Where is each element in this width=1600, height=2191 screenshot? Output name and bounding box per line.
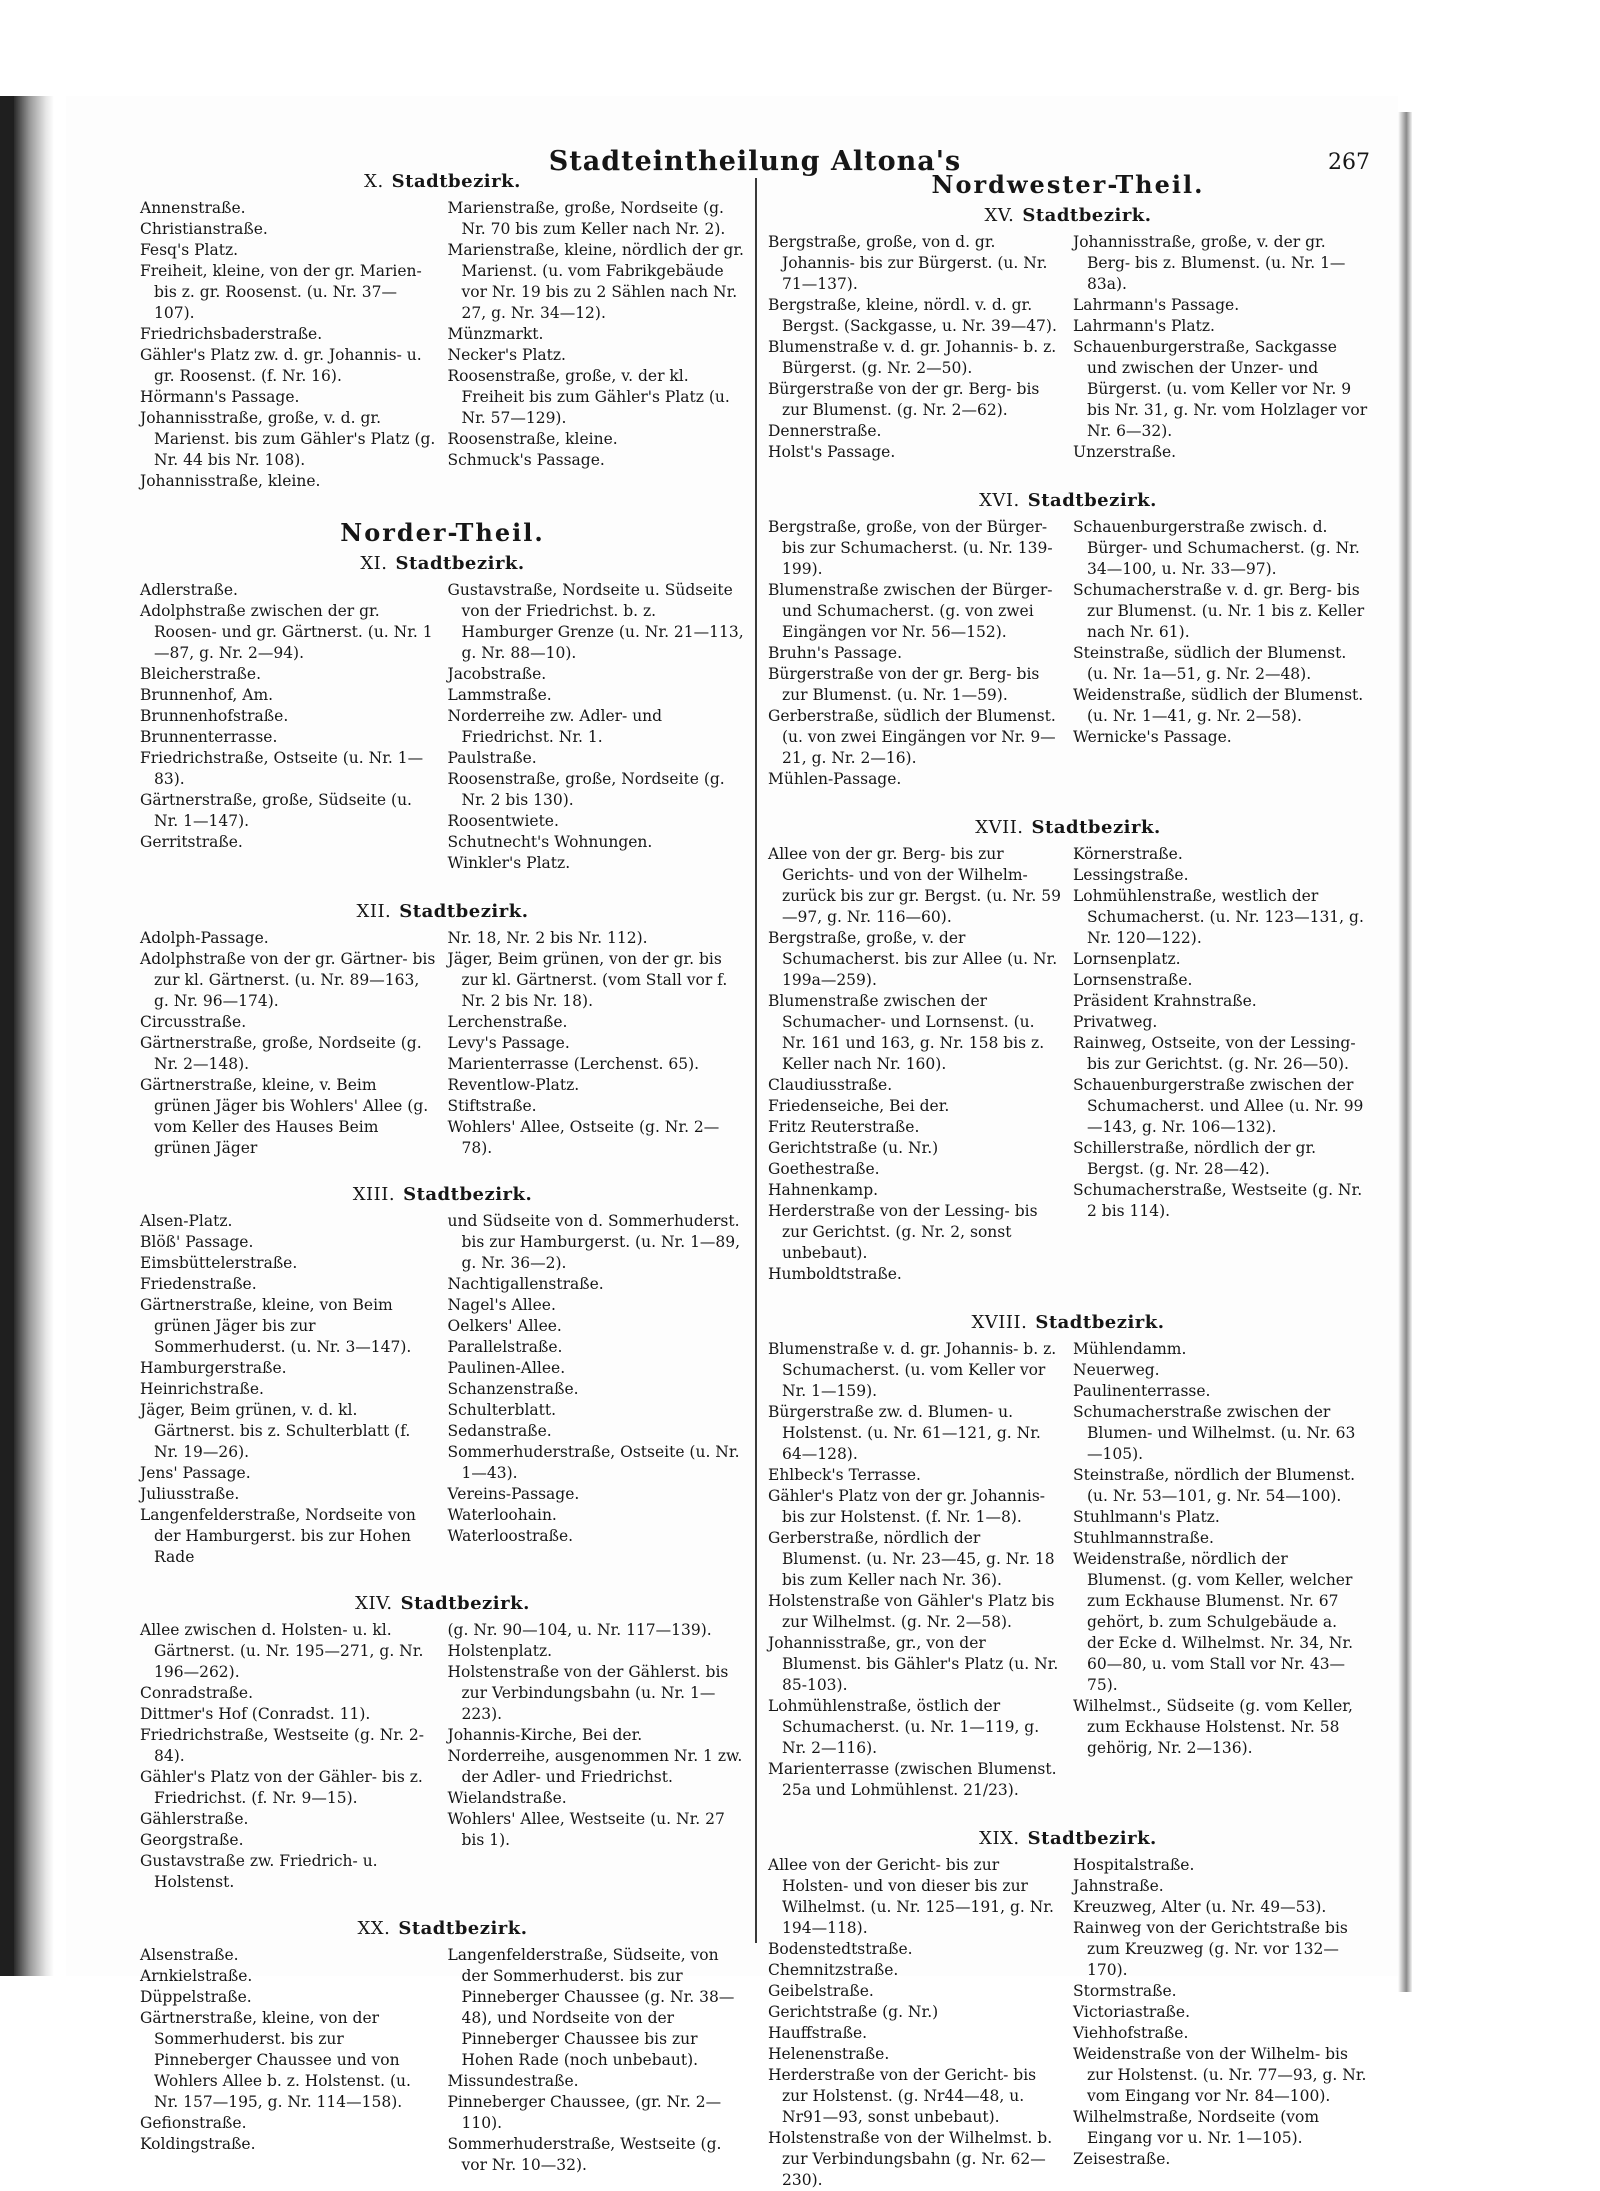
street-entry: Blumenstraße zwischen der Schumacher- und Lornsenst. (u. Nr. 161 und 163, g. Nr. 158 bis z. Keller nach Nr. 160). [768,992,1045,1073]
street-entry: Nr. 18, Nr. 2 bis Nr. 112). [447,929,648,947]
page-number: 267 [1328,150,1370,175]
street-entry: Roosenstraße, große, v. der kl. Freiheit bis zum Gähler's Platz (u. Nr. 57—129). [447,367,730,427]
street-list [1073,844,1368,1285]
street-entry: Allee von der Gericht- bis zur Holsten- und von dieser bis zur Wilhelmst. (u. Nr. 125—191, g. Nr. 194—118). [768,1856,1054,1937]
street-entry: Privatweg. [1073,1013,1158,1031]
street-list [1073,1339,1368,1801]
street-entry: Langenfelderstraße, Nordseite von der Hamburgerst. bis zur Hohen Rade [140,1506,416,1566]
district-label: Stadtbezirk. [1035,1312,1165,1333]
district-label: Stadtbezirk. [1022,205,1152,226]
street-entry: Friedenseiche, Bei der. [768,1097,950,1115]
street-entry: Bergstraße, große, von d. gr. Johannis- bis zur Bürgerst. (u. Nr. 71—137). [768,233,1048,293]
district-section [768,1827,1368,2191]
street-entry: Nagel's Allee. [447,1296,556,1314]
street-entry: Schauenburgerstraße zwisch. d. Bürger- und Schumacherst. (g. Nr. 34—100, u. Nr. 33—97). [1073,518,1360,578]
street-entry: Gerritstraße. [140,833,243,851]
street-entry: Wohlers' Allee, Ostseite (g. Nr. 2—78). [447,1118,720,1157]
street-entry: Sedanstraße. [447,1422,552,1440]
district-section [768,489,1368,790]
left-column [140,170,745,2176]
street-entry: Marienstraße, große, Nordseite (g. Nr. 70 bis zum Keller nach Nr. 2). [447,199,726,238]
street-entry: Hamburgerstraße. [140,1359,287,1377]
street-entry: Nachtigallenstraße. [447,1275,604,1293]
street-entry: Allee von der gr. Berg- bis zur Gerichts- und von der Wilhelm- zurück bis zur gr. Bergst. (u. Nr. 59—97, g. Nr. 116—60). [768,845,1061,926]
street-entry: Roosenstraße, kleine. [447,430,618,448]
street-entry: Gärtnerstraße, große, Südseite (u. Nr. 1—147). [140,791,412,830]
district-entries [140,198,745,492]
street-entry: Schumacherstraße, Westseite (g. Nr. 2 bis 114). [1073,1181,1363,1220]
street-entry: Allee zwischen d. Holsten- u. kl. Gärtnerst. (u. Nr. 195—271, g. Nr. 196—262). [140,1621,424,1681]
street-entry: Johannis-Kirche, Bei der. [447,1726,643,1744]
street-list [448,1211,746,1568]
street-entry: Georgstraße. [140,1831,244,1849]
district-entries [140,1620,745,1893]
district-entries [140,580,745,874]
gutter-edge [14,96,54,1976]
street-entry: Paulstraße. [447,749,537,767]
street-entry: Adolphstraße von der gr. Gärtner- bis zur kl. Gärtnerst. (u. Nr. 89—163, g. Nr. 96—174). [140,950,436,1010]
street-entry: Sommerhuderstraße, Ostseite (u. Nr. 1—43). [447,1443,740,1482]
district-entries [768,1855,1368,2191]
district-label: Stadtbezirk. [403,1184,533,1205]
street-entry: Alsenstraße. [140,1946,239,1964]
street-entry: Weidenstraße, nördlich der Blumenst. (g. vom Keller, welcher zum Eckhause Blumenst. Nr. 67 gehört, b. zum Schulgebäude a. der Ecke d. Wilhelmst. Nr. 34, Nr. 60—80, u. vom Stall vor Nr. 43—75). [1073,1550,1354,1694]
district-number: XI. [360,553,388,574]
street-entry: Gefionstraße. [140,2114,247,2132]
district-section [140,170,745,492]
street-list [768,232,1063,463]
district-section [140,900,745,1159]
street-entry: Mühlendamm. [1073,1340,1187,1358]
street-entry: Paulinenterrasse. [1073,1382,1211,1400]
street-entry: Reventlow-Platz. [447,1076,580,1094]
district-entries [768,844,1368,1285]
street-entry: Bürgerstraße von der gr. Berg- bis zur Blumenst. (g. Nr. 2—62). [768,380,1040,419]
district-number: XIII. [352,1184,396,1205]
street-entry: (g. Nr. 90—104, u. Nr. 117—139). [447,1621,712,1639]
street-entry: Schumacherstraße zwischen der Blumen- und Wilhelmst. (u. Nr. 63—105). [1073,1403,1356,1463]
street-list [768,517,1063,790]
street-entry: Lessingstraße. [1073,866,1189,884]
street-entry: Goethestraße. [768,1160,880,1178]
street-entry: Gerberstraße, südlich der Blumenst. (u. von zwei Eingängen vor Nr. 9—21, g. Nr. 2—16). [768,707,1056,767]
street-entry: Helenenstraße. [768,2045,890,2063]
street-entry: Holstenstraße von der Wilhelmst. b. zur Verbindungsbahn (g. Nr. 62—230). [768,2129,1053,2189]
street-entry: Blumenstraße zwischen der Bürger- und Schumacherst. (g. von zwei Eingängen vor Nr. 56—152). [768,581,1053,641]
street-entry: Claudiusstraße. [768,1076,893,1094]
street-entry: Lornsenplatz. [1073,950,1181,968]
street-entry: Alsen-Platz. [140,1212,233,1230]
street-entry: Brunnenhof, Am. [140,686,274,704]
district-number: XVI. [979,490,1020,511]
street-entry: Wernicke's Passage. [1073,728,1232,746]
street-entry: Hörmann's Passage. [140,388,300,406]
street-list [1073,1855,1368,2191]
street-entry: Holstenstraße von der Gählerst. bis zur Verbindungsbahn (u. Nr. 1—223). [447,1663,729,1723]
street-entry: Waterloostraße. [447,1527,574,1545]
street-entry: Levy's Passage. [447,1034,570,1052]
district-heading [140,170,745,194]
district-entries [140,1945,745,2176]
street-entry: Dennerstraße. [768,422,882,440]
street-entry: Vereins-Passage. [447,1485,580,1503]
street-entry: Holstenstraße von Gähler's Platz bis zur Wilhelmst. (g. Nr. 2—58). [768,1592,1055,1631]
street-entry: Sommerhuderstraße, Westseite (g. vor Nr. 10—32). [447,2135,722,2174]
district-section [768,204,1368,463]
street-entry: Winkler's Platz. [447,854,571,872]
street-entry: Arnkielstraße. [140,1967,253,1985]
street-entry: Norderreihe, ausgenommen Nr. 1 zw. der Adler- und Friedrichst. [447,1747,743,1786]
street-entry: Neuerweg. [1073,1361,1160,1379]
street-entry: Pinneberger Chaussee, (gr. Nr. 2—110). [447,2093,722,2132]
street-entry: Schutnecht's Wohnungen. [447,833,653,851]
street-entry: Jens' Passage. [140,1464,251,1482]
street-entry: Bergstraße, kleine, nördl. v. d. gr. Bergst. (Sackgasse, u. Nr. 39—47). [768,296,1057,335]
street-entry: Gerichtstraße (g. Nr.) [768,2003,939,2021]
district-entries [768,232,1368,463]
district-heading [140,1917,745,1941]
street-entry: Friedrichsbaderstraße. [140,325,323,343]
street-entry: Jahnstraße. [1073,1877,1164,1895]
district-entries [768,517,1368,790]
district-label: Stadtbezirk. [399,901,529,922]
street-entry: Weidenstraße, südlich der Blumenst. (u. Nr. 1—41, g. Nr. 2—58). [1073,686,1364,725]
street-list [140,580,438,874]
street-entry: Lornsenstraße. [1073,971,1193,989]
street-entry: Viehhofstraße. [1073,2024,1189,2042]
street-entry: Roosentwiete. [447,812,559,830]
street-entry: Marienstraße, kleine, nördlich der gr. Marienst. (u. vom Fabrikgebäude vor Nr. 19 bis zu 2 Sählen nach Nr. 27, g. Nr. 34—12). [447,241,744,322]
street-entry: Rainweg von der Gerichtstraße bis zum Kreuzweg (g. Nr. vor 132—170). [1073,1919,1348,1979]
district-number: X. [364,171,384,192]
street-entry: Blumenstraße v. d. gr. Johannis- b. z. Schumacherst. (u. vom Keller vor Nr. 1—159). [768,1340,1057,1400]
district-number: XV. [984,205,1015,226]
street-entry: Körnerstraße. [1073,845,1183,863]
district-number: XIV. [355,1593,393,1614]
street-entry: Bürgerstraße zw. d. Blumen- u. Holstenst. (u. Nr. 61—121, g. Nr. 64—128). [768,1403,1041,1463]
district-number: XIX. [979,1828,1020,1849]
street-entry: Schmuck's Passage. [447,451,605,469]
district-heading [768,1311,1368,1335]
street-entry: Annenstraße. [140,199,246,217]
street-entry: Schauenburgerstraße zwischen der Schumacherst. und Allee (u. Nr. 99—143, g. Nr. 106—132). [1073,1076,1364,1136]
street-entry: Wohlers' Allee, Westseite (u. Nr. 27 bis 1). [447,1810,725,1849]
street-entry: Circusstraße. [140,1013,247,1031]
street-entry: Dittmer's Hof (Conradst. 11). [140,1705,371,1723]
district-section [140,1183,745,1568]
street-entry: Gähler's Platz zw. d. gr. Johannis- u. gr. Roosenst. (f. Nr. 16). [140,346,422,385]
street-list [1073,232,1368,463]
street-entry: Humboldtstraße. [768,1265,902,1283]
district-section [140,552,745,874]
street-entry: Münzmarkt. [447,325,544,343]
street-list [140,1620,438,1893]
street-entry: Lohmühlenstraße, östlich der Schumacherst. (u. Nr. 1—119, g. Nr. 2—116). [768,1697,1040,1757]
street-list [1073,517,1368,790]
street-entry: Langenfelderstraße, Südseite, von der Sommerhuderst. bis zur Pinneberger Chaussee (g. Nr. 38—48), und Nordseite von der Pinneberger Chaussee bis zur Hohen Rade (noch unbebaut). [447,1946,735,2069]
street-entry: Hauffstraße. [768,2024,868,2042]
street-entry: Stuhlmann's Platz. [1073,1508,1220,1526]
street-entry: Gählerstraße. [140,1810,249,1828]
street-entry: Johannisstraße, gr., von der Blumenst. bis Gähler's Platz (u. Nr. 85-103). [768,1634,1059,1694]
district-section [768,816,1368,1285]
street-entry: Koldingstraße. [140,2135,256,2153]
street-list [140,928,438,1159]
street-entry: Jacobstraße. [447,665,547,683]
district-entries [140,928,745,1159]
street-entry: Gerberstraße, nördlich der Blumenst. (u. Nr. 23—45, g. Nr. 18 bis zum Keller nach Nr. 36). [768,1529,1055,1589]
street-entry: Brunnenterrasse. [140,728,278,746]
street-entry: Ehlbeck's Terrasse. [768,1466,921,1484]
street-list [448,198,746,492]
street-entry: Waterloohain. [447,1506,557,1524]
district-section [768,1311,1368,1801]
street-list [768,1855,1063,2191]
street-entry: Fritz Reuterstraße. [768,1118,920,1136]
street-entry: Juliusstraße. [140,1485,240,1503]
street-entry: Johannisstraße, kleine. [140,472,321,490]
street-list [140,198,438,492]
street-entry: Wielandstraße. [447,1789,567,1807]
district-heading [140,552,745,576]
street-entry: Herderstraße von der Gericht- bis zur Holstenst. (g. Nr44—48, u. Nr91—93, sonst unbebaut). [768,2066,1037,2126]
street-entry: Unzerstraße. [1073,443,1177,461]
street-entry: Schauenburgerstraße, Sackgasse und zwischen der Unzer- und Bürgerst. (u. vom Keller vor Nr. 9 bis Nr. 31, g. Nr. vom Holzlager vor Nr. 6—32). [1073,338,1368,440]
street-entry: Christianstraße. [140,220,268,238]
street-list [448,928,746,1159]
street-entry: Gärtnerstraße, kleine, v. Beim grünen Jäger bis Wohlers' Allee (g. vom Keller des Hauses Beim grünen Jäger [140,1076,429,1157]
street-entry: Chemnitzstraße. [768,1961,899,1979]
street-entry: Adlerstraße. [140,581,238,599]
district-heading [768,204,1368,228]
street-list [140,1211,438,1568]
running-title: Stadteintheilung Altona's [548,146,962,177]
street-entry: Schulterblatt. [447,1401,557,1419]
district-heading [768,816,1368,840]
street-entry: Missundestraße. [447,2072,579,2090]
street-list [768,844,1063,1285]
street-entry: Friedrichstraße, Ostseite (u. Nr. 1—83). [140,749,424,788]
street-entry: Bodenstedtstraße. [768,1940,913,1958]
street-entry: Präsident Krahnstraße. [1073,992,1257,1010]
street-entry: Jäger, Beim grünen, von der gr. bis zur kl. Gärtnerst. (vom Stall vor f. Nr. 2 bis Nr. 18). [447,950,728,1010]
street-list [768,1339,1063,1801]
street-list [140,1945,438,2176]
street-entry: Friedrichstraße, Westseite (g. Nr. 2-84). [140,1726,424,1765]
district-label: Stadtbezirk. [1027,1828,1157,1849]
street-entry: Gustavstraße, Nordseite u. Südseite von der Friedrichst. b. z. Hamburger Grenze (u. Nr. 21—113, g. Nr. 88—10). [447,581,744,662]
street-entry: Conradstraße. [140,1684,254,1702]
street-entry: Victoriastraße. [1073,2003,1191,2021]
street-entry: Gähler's Platz von der gr. Johannis- bis zur Holstenst. (f. Nr. 1—8). [768,1487,1046,1526]
district-label: Stadtbezirk. [1031,817,1161,838]
street-entry: Wilhelmst., Südseite (g. vom Keller, zum Eckhause Holstenst. Nr. 58 gehörig, Nr. 2—136). [1073,1697,1353,1757]
district-heading [140,900,745,924]
street-entry: Herderstraße von der Lessing- bis zur Gerichtst. (g. Nr. 2, sonst unbebaut). [768,1202,1038,1262]
district-heading [768,1827,1368,1851]
street-entry: Eimsbüttelerstraße. [140,1254,298,1272]
district-entries [768,1339,1368,1801]
street-entry: Johannisstraße, große, v. der gr. Berg- bis z. Blumenst. (u. Nr. 1—83a). [1073,233,1346,293]
district-entries [140,1211,745,1568]
street-list [448,1620,746,1893]
street-entry: Parallelstraße. [447,1338,563,1356]
street-entry: Necker's Platz. [447,346,566,364]
street-entry: Geibelstraße. [768,1982,874,2000]
street-entry: Gustavstraße zw. Friedrich- u. Holstenst. [140,1852,378,1891]
district-number: XX. [357,1918,391,1939]
street-entry: Düppelstraße. [140,1988,252,2006]
street-list [448,580,746,874]
part-title: Norder-Theil. [340,518,545,547]
district-section [140,1592,745,1893]
street-entry: Schumacherstraße v. d. gr. Berg- bis zur Blumenst. (u. Nr. 1 bis z. Keller nach Nr. 61). [1073,581,1365,641]
street-entry: Lahrmann's Passage. [1073,296,1240,314]
street-entry: Paulinen-Allee. [447,1359,566,1377]
district-heading [140,1592,745,1616]
district-heading [768,489,1368,513]
street-entry: Oelkers' Allee. [447,1317,562,1335]
district-heading [140,1183,745,1207]
street-entry: Lerchenstraße. [447,1013,568,1031]
street-entry: Friedenstraße. [140,1275,257,1293]
street-entry: Hospitalstraße. [1073,1856,1195,1874]
street-entry: Johannisstraße, große, v. d. gr. Marienst. bis zum Gähler's Platz (g. Nr. 44 bis Nr. 108). [140,409,436,469]
street-entry: Wilhelmstraße, Nordseite (vom Eingang vor u. Nr. 1—105). [1073,2108,1320,2147]
street-entry: Jäger, Beim grünen, v. d. kl. Gärtnerst. bis z. Schulterblatt (f. Nr. 19—26). [140,1401,411,1461]
street-entry: Gärtnerstraße, große, Nordseite (g. Nr. 2—148). [140,1034,422,1073]
street-entry: Bergstraße, große, v. der Schumacherst. bis zur Allee (u. Nr. 199a—259). [768,929,1058,989]
street-entry: Schanzenstraße. [447,1380,579,1398]
street-entry: Stuhlmannstraße. [1073,1529,1214,1547]
part-section [768,170,1368,200]
binding-shadow [0,96,14,1976]
street-entry: Gärtnerstraße, kleine, von der Sommerhuderst. bis zur Pinneberger Chaussee und von Wohlers Allee b. z. Holstenst. (u. Nr. 157—195, g. Nr. 114—158). [140,2009,411,2111]
district-section [140,1917,745,2176]
street-entry: Fesq's Platz. [140,241,239,259]
street-list [448,1945,746,2176]
page-leaf-edge [1398,112,1412,1992]
street-entry: Schillerstraße, nördlich der gr. Bergst. (g. Nr. 28—42). [1073,1139,1317,1178]
street-entry: Weidenstraße von der Wilhelm- bis zur Holstenst. (u. Nr. 77—93, g. Nr. vom Eingang vor Nr. 84—100). [1073,2045,1367,2105]
column-divider [755,178,757,1943]
street-entry: Heinrichstraße. [140,1380,264,1398]
street-entry: Kreuzweg, Alter (u. Nr. 49—53). [1073,1898,1327,1916]
district-number: XII. [356,901,392,922]
street-entry: Lammstraße. [447,686,552,704]
street-entry: Marienterrasse (zwischen Blumenst. 25a und Lohmühlenst. 21/23). [768,1760,1057,1799]
street-entry: Holst's Passage. [768,443,896,461]
street-entry: Rainweg, Ostseite, von der Lessing- bis zur Gerichtst. (g. Nr. 26—50). [1073,1034,1356,1073]
district-label: Stadtbezirk. [398,1918,528,1939]
street-entry: Blöß' Passage. [140,1233,254,1251]
street-entry: Norderreihe zw. Adler- und Friedrichst. Nr. 1. [447,707,663,746]
street-entry: Bergstraße, große, von der Bürger- bis zur Schumacherst. (u. Nr. 139-199). [768,518,1053,578]
right-column [768,170,1368,2191]
street-entry: Stormstraße. [1073,1982,1177,2000]
district-label: Stadtbezirk. [391,171,521,192]
district-number: XVII. [975,817,1024,838]
district-label: Stadtbezirk. [400,1593,530,1614]
street-entry: Gärtnerstraße, kleine, von Beim grünen Jäger bis zur Sommerhuderst. (u. Nr. 3—147). [140,1296,412,1356]
street-entry: Blumenstraße v. d. gr. Johannis- b. z. Bürgerst. (g. Nr. 2—50). [768,338,1057,377]
street-entry: Brunnenhofstraße. [140,707,289,725]
street-entry: Adolph-Passage. [140,929,269,947]
street-entry: Lohmühlenstraße, westlich der Schumacherst. (u. Nr. 123—131, g. Nr. 120—122). [1073,887,1364,947]
street-entry: und Südseite von d. Sommerhuderst. bis zur Hamburgerst. (u. Nr. 1—89, g. Nr. 36—2). [447,1212,741,1272]
street-entry: Holstenplatz. [447,1642,553,1660]
street-entry: Zeisestraße. [1073,2150,1171,2168]
part-section [140,518,745,548]
part-title: Nordwester-Theil. [931,170,1205,199]
street-entry: Steinstraße, südlich der Blumenst. (u. Nr. 1a—51, g. Nr. 2—48). [1073,644,1347,683]
street-entry: Bruhn's Passage. [768,644,903,662]
street-entry: Gähler's Platz von der Gähler- bis z. Friedrichst. (f. Nr. 9—15). [140,1768,423,1807]
street-entry: Steinstraße, nördlich der Blumenst. (u. Nr. 53—101, g. Nr. 54—100). [1073,1466,1356,1505]
street-entry: Stiftstraße. [447,1097,537,1115]
street-entry: Roosenstraße, große, Nordseite (g. Nr. 2 bis 130). [447,770,725,809]
district-number: XVIII. [971,1312,1028,1333]
street-entry: Lahrmann's Platz. [1073,317,1215,335]
street-entry: Adolphstraße zwischen der gr. Roosen- und gr. Gärtnerst. (u. Nr. 1—87, g. Nr. 2—94). [140,602,433,662]
street-entry: Freiheit, kleine, von der gr. Marien- bis z. gr. Roosenst. (u. Nr. 37—107). [140,262,422,322]
street-entry: Bleicherstraße. [140,665,262,683]
district-label: Stadtbezirk. [395,553,525,574]
street-entry: Hahnenkamp. [768,1181,879,1199]
district-label: Stadtbezirk. [1027,490,1157,511]
street-entry: Mühlen-Passage. [768,770,902,788]
street-entry: Gerichtstraße (u. Nr.) [768,1139,939,1157]
street-entry: Bürgerstraße von der gr. Berg- bis zur Blumenst. (u. Nr. 1—59). [768,665,1040,704]
street-entry: Marienterrasse (Lerchenst. 65). [447,1055,700,1073]
